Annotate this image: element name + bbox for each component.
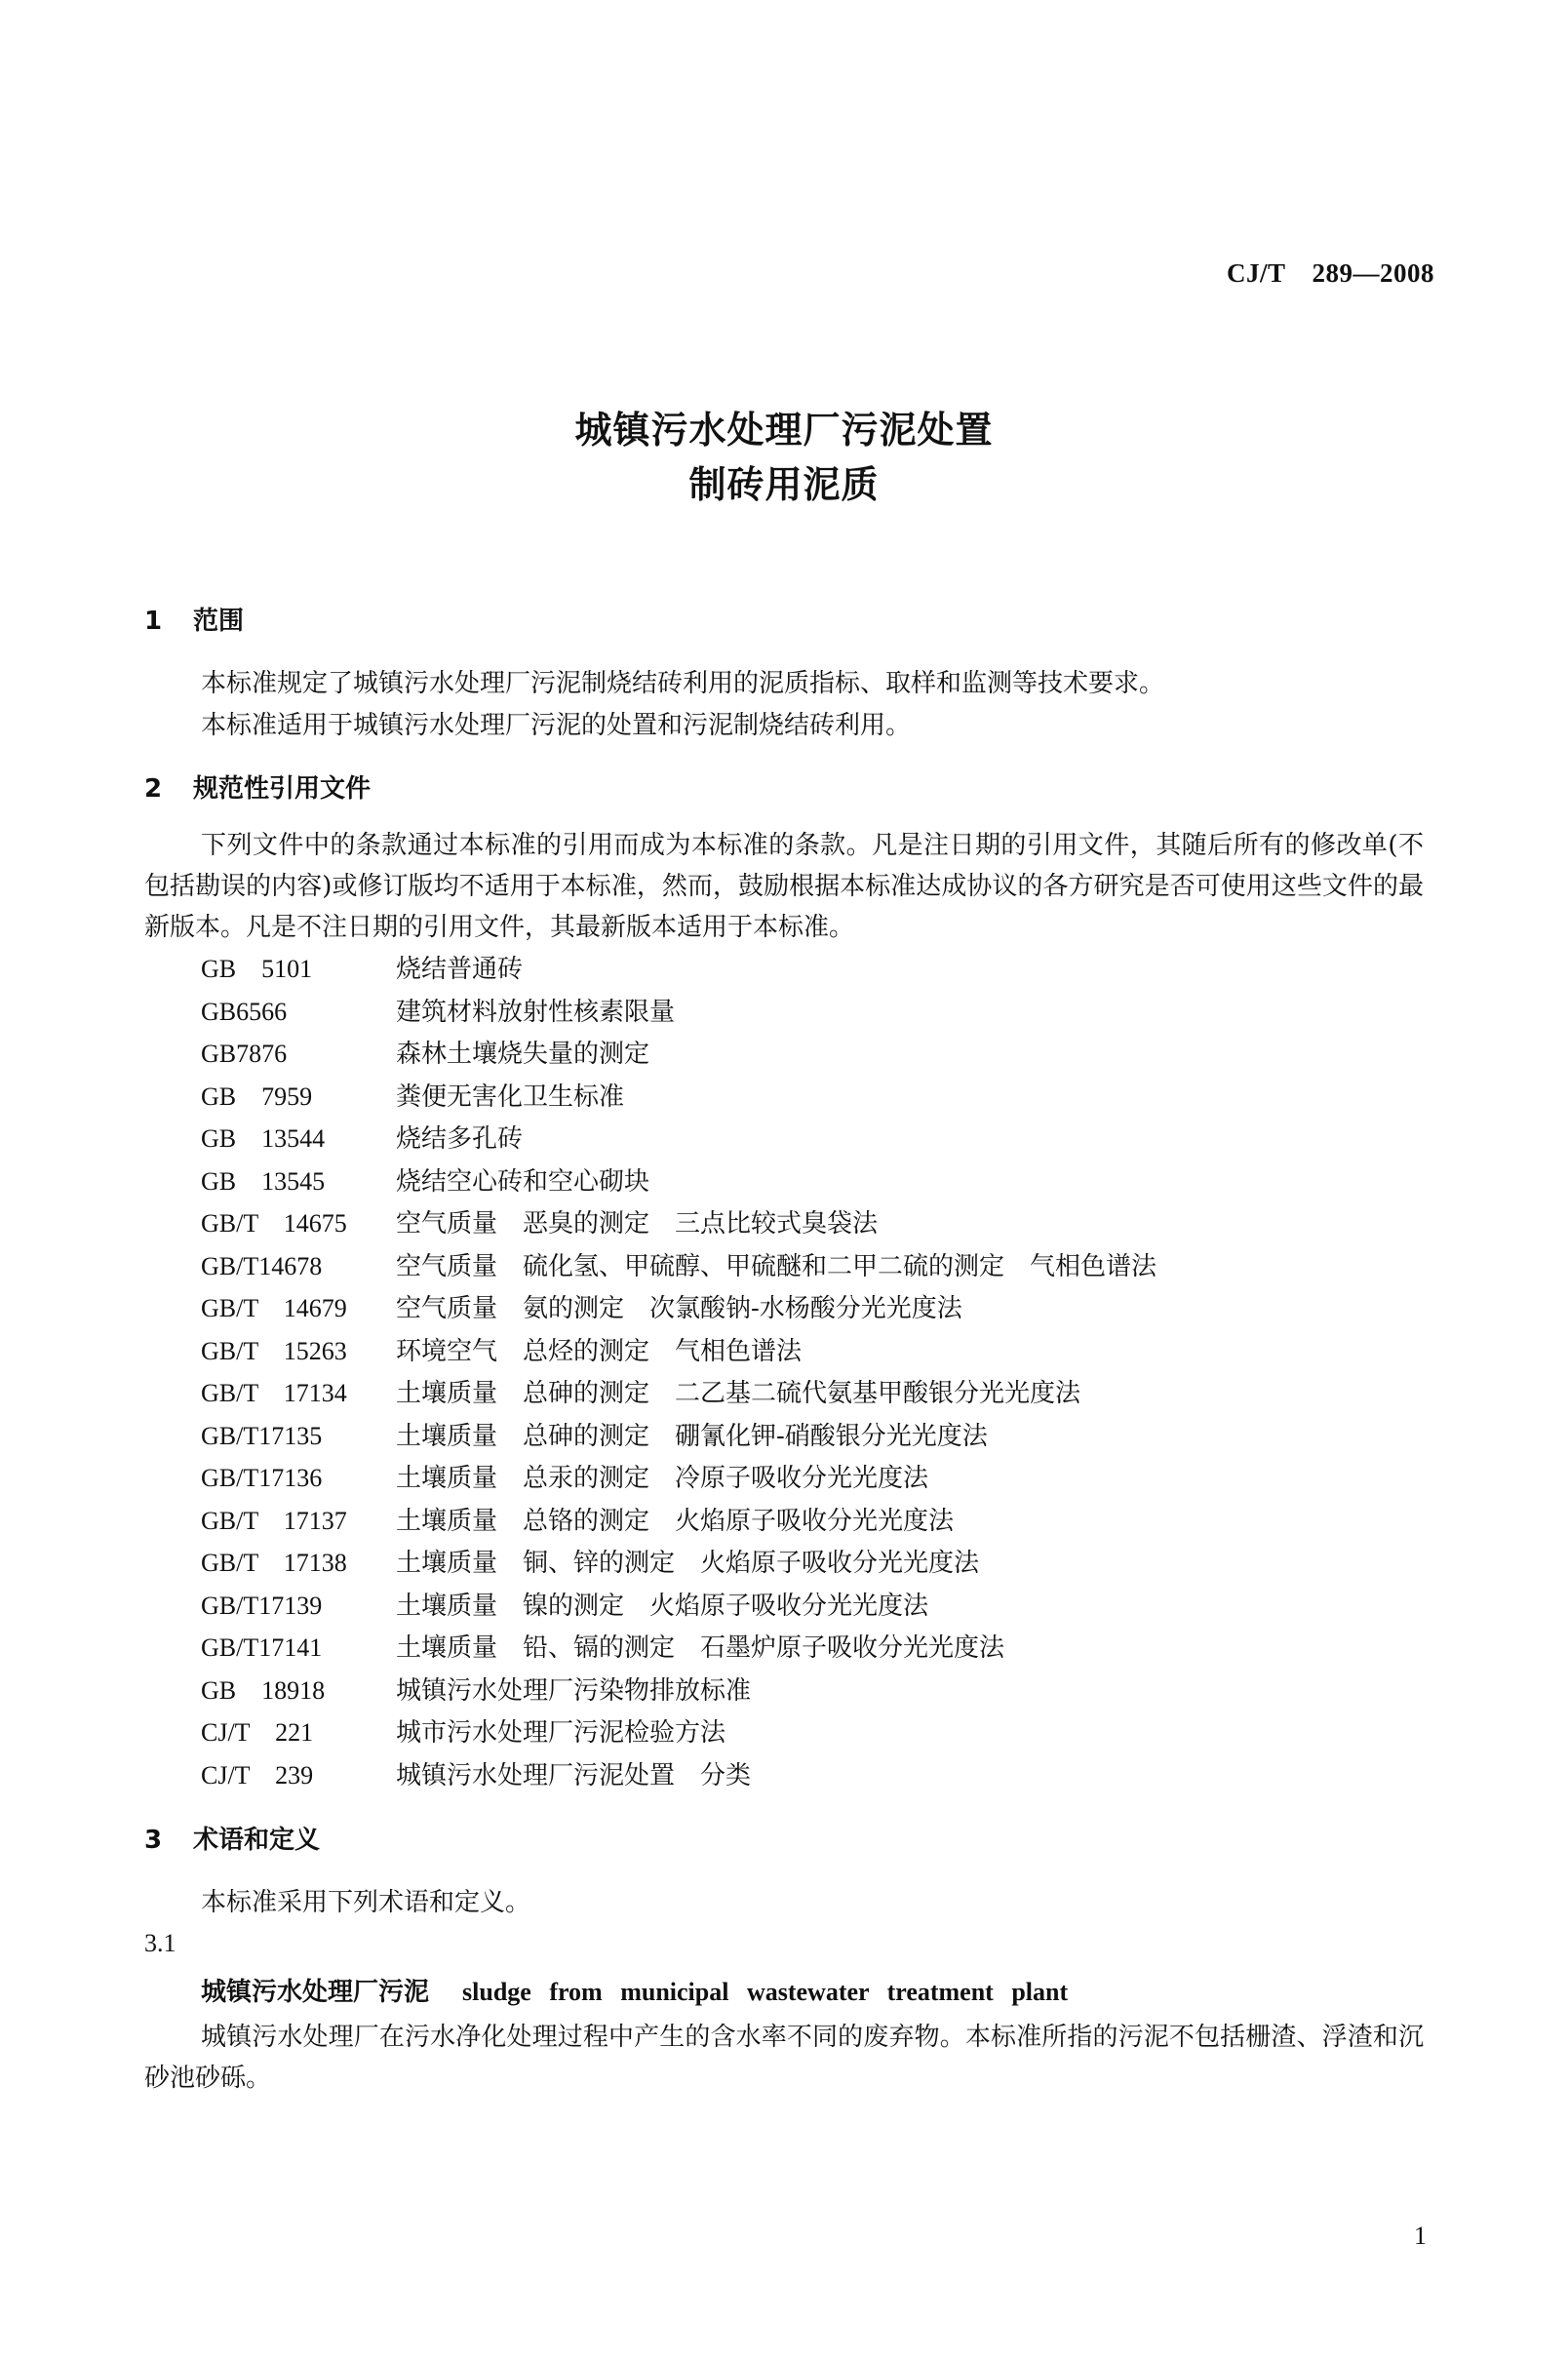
reference-item (201, 1118, 1156, 1160)
reference-item (201, 1754, 1156, 1797)
section-heading-terms (144, 1820, 320, 1856)
terms-intro: 本标准采用下列术语和定义。 (201, 1888, 531, 1917)
section-title: 规范性引用文件 (193, 774, 372, 804)
reference-item (201, 1627, 1156, 1670)
reference-item (201, 1033, 1156, 1076)
term-entry (201, 1972, 1068, 2008)
reference-item (201, 1202, 1156, 1245)
reference-title: 空气质量 恶臭的测定 三点比较式臭袋法 (396, 1209, 879, 1239)
reference-list (201, 948, 1156, 1796)
reference-code: CJ/T 221 (201, 1718, 314, 1747)
section-number: 3 (144, 1826, 163, 1855)
reference-title: 烧结空心砖和空心砌块 (396, 1166, 650, 1197)
reference-item (201, 1500, 1156, 1543)
reference-item (201, 948, 1156, 991)
section-title: 范围 (193, 607, 245, 636)
reference-title: 城镇污水处理厂污泥处置 分类 (396, 1760, 752, 1790)
reference-code: GB/T 17134 (201, 1379, 347, 1407)
reference-code: GB/T 14679 (201, 1294, 347, 1322)
reference-item (201, 1457, 1156, 1500)
reference-item (201, 1287, 1156, 1330)
term-definition: 城镇污水处理厂在污水净化处理过程中产生的含水率不同的废弃物。本标准所指的污泥不包括栅渣、浮渣和沉砂池砂砾。 (144, 2023, 1424, 2093)
term-number: 3.1 (144, 1929, 176, 1957)
section-number: 1 (144, 607, 163, 636)
normative-intro-paragraph: 下列文件中的条款通过本标准的引用而成为本标准的条款。凡是注日期的引用文件，其随后所有的修改单(不包括勘误的内容)或修订版均不适用于本标准，然而，鼓励根据本标准达成协议的各方研究是否可使用这些文件的最新版本。凡是不注日期的引用文件，其最新版本适用于本标准。 (144, 831, 1424, 942)
reference-code: GB/T 15263 (201, 1336, 347, 1365)
reference-code: GB/T 14675 (201, 1209, 347, 1238)
section-heading-normative-references (144, 768, 371, 805)
reference-title: 空气质量 硫化氢、甲硫醇、甲硫醚和二甲二硫的测定 气相色谱法 (396, 1251, 1157, 1281)
reference-code: GB 13545 (201, 1166, 326, 1196)
page-number: 1 (1414, 2222, 1427, 2250)
reference-title: 森林土壤烧失量的测定 (396, 1040, 650, 1069)
reference-code: GB7876 (201, 1040, 288, 1068)
reference-title: 土壤质量 总铬的测定 火焰原子吸收分光光度法 (396, 1506, 955, 1536)
reference-code: GB/T17135 (201, 1421, 323, 1450)
document-title-line-2: 制砖用泥质 (688, 463, 880, 506)
reference-title: 土壤质量 铅、镉的测定 石墨炉原子吸收分光光度法 (396, 1633, 1005, 1663)
reference-title: 烧结多孔砖 (396, 1124, 524, 1154)
reference-title: 土壤质量 总砷的测定 硼氰化钾-硝酸银分光光度法 (396, 1421, 988, 1451)
reference-code: GB/T 17137 (201, 1506, 347, 1535)
section-title: 术语和定义 (193, 1826, 321, 1855)
reference-code: GB6566 (201, 997, 288, 1026)
reference-code: GB/T14678 (201, 1251, 323, 1280)
term-chinese: 城镇污水处理厂污泥 (201, 1978, 430, 2007)
reference-item (201, 1372, 1156, 1415)
reference-code: GB 18918 (201, 1675, 326, 1705)
reference-code: GB/T17141 (201, 1633, 323, 1662)
reference-code: CJ/T 239 (201, 1760, 314, 1790)
reference-item (201, 1542, 1156, 1585)
reference-title: 建筑材料放射性核素限量 (396, 997, 676, 1027)
reference-title: 土壤质量 总汞的测定 冷原子吸收分光光度法 (396, 1464, 929, 1493)
reference-item (201, 1415, 1156, 1458)
reference-code: GB 7959 (201, 1082, 313, 1111)
standard-code: CJ/T 289—2008 (1226, 258, 1434, 288)
reference-item (201, 1711, 1156, 1754)
term-english: sludge from municipal wastewater treatment plant (462, 1978, 1069, 2006)
reference-title: 土壤质量 镍的测定 火焰原子吸收分光光度法 (396, 1591, 929, 1621)
section-heading-scope (144, 601, 244, 637)
reference-title: 空气质量 氨的测定 次氯酸钠-水杨酸分光光度法 (396, 1294, 962, 1323)
reference-title: 土壤质量 铜、锌的测定 火焰原子吸收分光光度法 (396, 1549, 980, 1578)
reference-code: GB/T 17138 (201, 1549, 347, 1577)
reference-code: GB/T17139 (201, 1591, 323, 1620)
reference-code: GB 13544 (201, 1124, 326, 1153)
scope-paragraph-1: 本标准规定了城镇污水处理厂污泥制烧结砖利用的泥质指标、取样和监测等技术要求。 (201, 669, 1165, 698)
reference-item (201, 1330, 1156, 1373)
scope-paragraph-2: 本标准适用于城镇污水处理厂污泥的处置和污泥制烧结砖利用。 (201, 711, 912, 740)
reference-code: GB/T17136 (201, 1464, 323, 1492)
reference-item (201, 1670, 1156, 1712)
reference-title: 城市污水处理厂污泥检验方法 (396, 1718, 726, 1748)
reference-title: 烧结普通砖 (396, 955, 524, 984)
reference-item (201, 991, 1156, 1034)
reference-code: GB 5101 (201, 955, 313, 983)
reference-item (201, 1245, 1156, 1288)
reference-title: 环境空气 总烃的测定 气相色谱法 (396, 1336, 803, 1366)
reference-title: 城镇污水处理厂污染物排放标准 (396, 1675, 752, 1706)
reference-item (201, 1585, 1156, 1628)
reference-item (201, 1076, 1156, 1119)
reference-item (201, 1160, 1156, 1203)
reference-title: 土壤质量 总砷的测定 二乙基二硫代氨基甲酸银分光光度法 (396, 1379, 1081, 1408)
section-number: 2 (144, 774, 163, 804)
document-title-line-1: 城镇污水处理厂污泥处置 (574, 409, 994, 452)
reference-title: 粪便无害化卫生标准 (396, 1082, 625, 1112)
